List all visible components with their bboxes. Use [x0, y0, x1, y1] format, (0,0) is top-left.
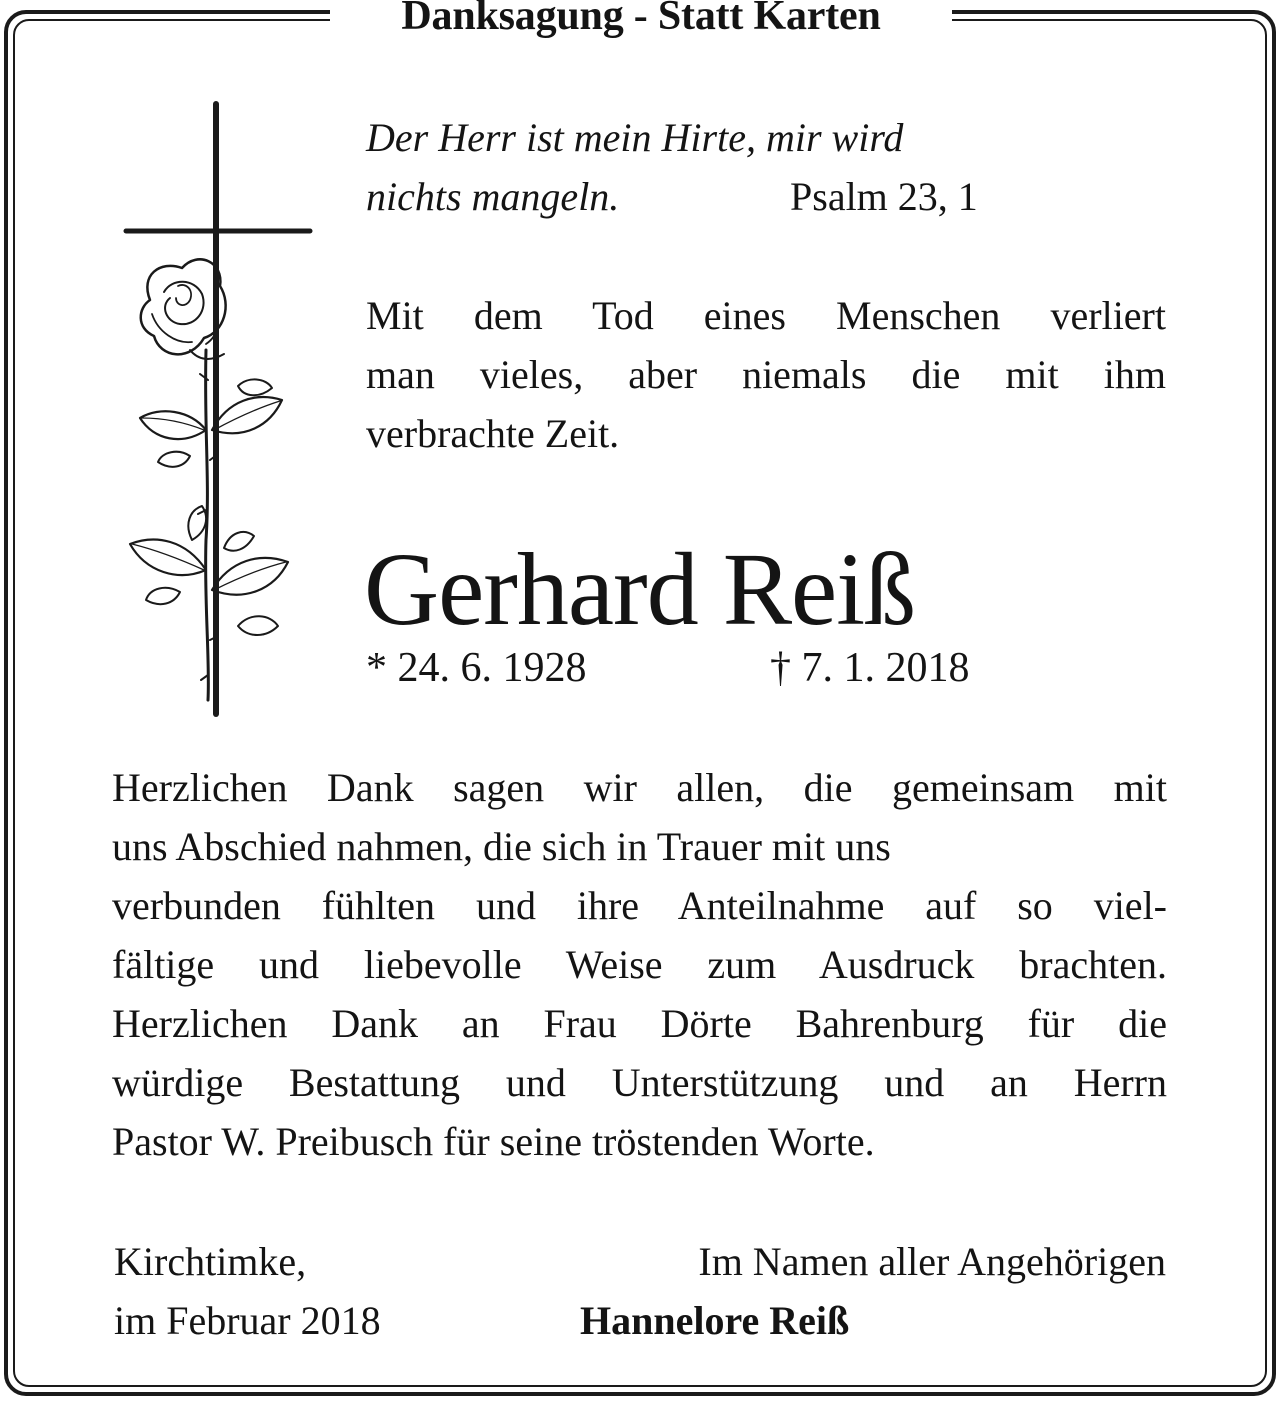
- thanks-line: Herzlichen Dank sagen wir allen, die gemeinsam mit: [112, 765, 1167, 810]
- thanks-line: Herzlichen Dank an Frau Dörte Bahrenburg für die: [112, 1001, 1167, 1046]
- thanks-line: verbunden fühlten und ihre Anteilnahme auf so viel-: [112, 883, 1167, 928]
- thanks-line: würdige Bestattung und Unterstützung und an Herrn: [112, 1060, 1167, 1105]
- death-date: † 7. 1. 2018: [770, 645, 970, 691]
- notice-heading: Danksagung - Statt Karten: [330, 0, 952, 38]
- place-and-date: [114, 1232, 381, 1350]
- thanks-paragraph: [112, 758, 1167, 1171]
- psalm-line-1: Der Herr ist mein Hirte, mir wird: [366, 115, 904, 160]
- on-behalf-line: Im Namen aller Angehörigen: [698, 1239, 1166, 1284]
- deceased-name: Gerhard Reiß: [364, 532, 916, 647]
- thanks-line: uns Abschied nahmen, die sich in Trauer mit uns: [112, 824, 891, 869]
- quote-line-2: man vieles, aber niemals die mit ihm: [366, 352, 1166, 397]
- psalm-quote: [366, 108, 1046, 226]
- date: im Februar 2018: [114, 1298, 381, 1343]
- cross-with-rose-icon: [120, 100, 320, 720]
- thanks-line: Pastor W. Preibusch für seine tröstenden Worte.: [112, 1119, 875, 1164]
- signatory-name: Hannelore Reiß: [580, 1298, 850, 1343]
- place: Kirchtimke,: [114, 1239, 307, 1284]
- thanks-line: fältige und liebevolle Weise zum Ausdruck brachten.: [112, 942, 1167, 987]
- signature-block: [580, 1232, 1166, 1350]
- psalm-line-2: nichts mangeln.: [366, 174, 620, 219]
- memorial-quote: [366, 286, 1166, 463]
- birth-date: * 24. 6. 1928: [366, 645, 587, 691]
- psalm-reference: Psalm 23, 1: [790, 174, 978, 219]
- quote-line-1: Mit dem Tod eines Menschen verliert: [366, 293, 1166, 338]
- quote-line-3: verbrachte Zeit.: [366, 411, 620, 456]
